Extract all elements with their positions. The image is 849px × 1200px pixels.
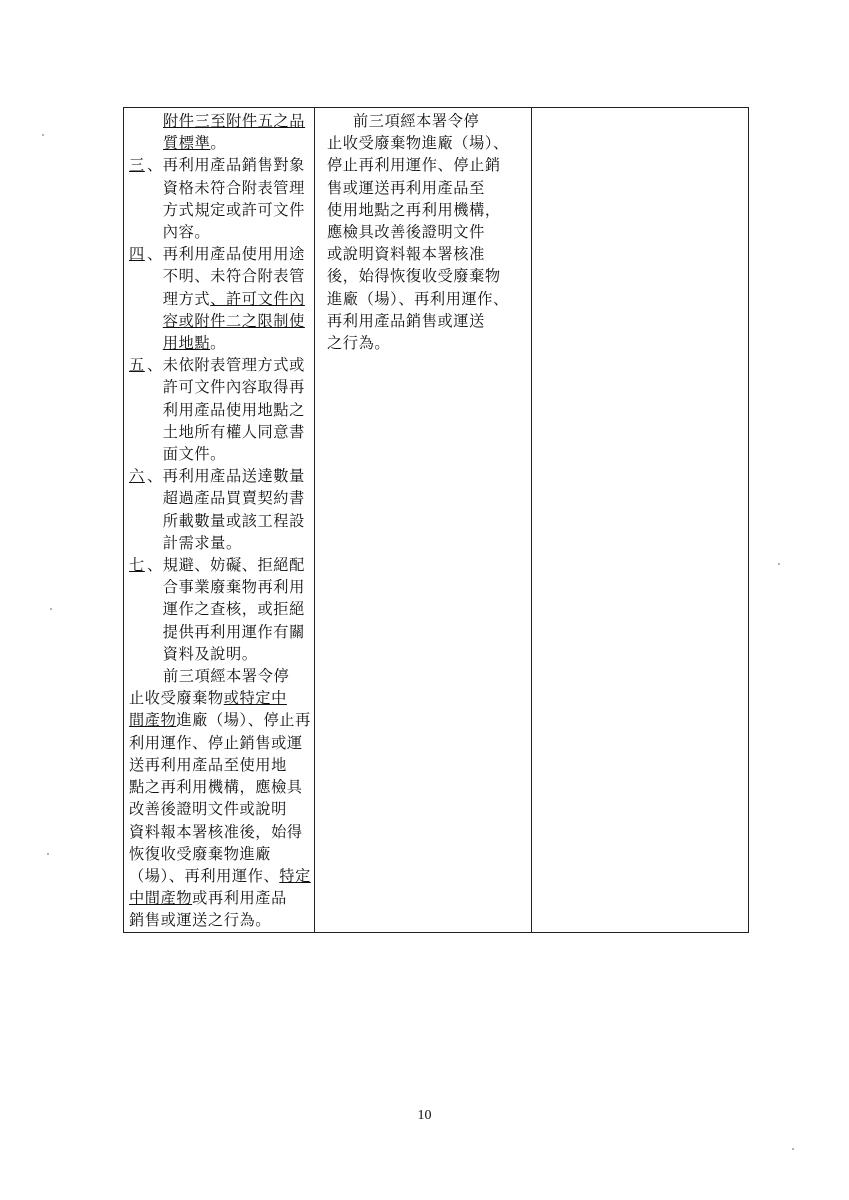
text-line: 使用地點之再利用機構， xyxy=(327,200,501,219)
amended-text: 、許可文件內 xyxy=(210,289,305,308)
scan-speck xyxy=(42,134,44,136)
comparison-table xyxy=(123,107,749,933)
item-number: 四 xyxy=(129,245,145,264)
text-line: 止收受廢棄物進廠（場）、 xyxy=(327,134,509,153)
amended-text: 質標準 xyxy=(163,134,211,153)
item-number: 三 xyxy=(129,156,145,175)
amended-provision-column xyxy=(124,108,315,933)
text-line: 再利用產品銷售或運送 xyxy=(327,311,485,330)
closing-paragraph: 前三項經本署令停 止收受廢棄物或特定中 間產物進廠（場）、停止再 利用運作、停止銷售或運 送再利用產品至使用地 點之再利用機構，應檢具 改善後證明文件或說明 資料報本署核准後，始得 恢復收受廢棄物進廠 （場）、再利用運作、特定 中間產物或再利用產品 銷售或運送之行為。 xyxy=(129,667,311,930)
list-item: 三 、 再利用產品銷售對象 資格未符合附表管理 方式規定或許可文件 內容。 xyxy=(129,156,305,242)
amended-text: 特定 xyxy=(279,866,311,885)
text-line: 應檢具改善後證明文件 xyxy=(327,223,485,242)
text-line xyxy=(129,110,309,132)
scan-speck xyxy=(792,1148,794,1150)
text-line: 或說明資料報本署核准 xyxy=(327,245,485,264)
text-line: 售或運送再利用產品至 xyxy=(327,178,485,197)
scan-speck xyxy=(47,853,49,855)
amended-text: 間產物 xyxy=(129,711,177,730)
text-line: 進廠（場）、再利用運作、 xyxy=(327,289,509,308)
scan-speck xyxy=(50,608,52,610)
list-item: 七 、 規避、妨礙、拒絕配 合事業廢棄物再利用 運作之查核，或拒絕 提供再利用運作有關 資料及說明。 xyxy=(129,556,305,663)
item-number: 五 xyxy=(129,356,145,375)
scan-speck xyxy=(778,563,780,565)
current-provision-column xyxy=(315,108,532,933)
text-line: 前三項經本署令停 xyxy=(353,112,480,130)
amended-text: 中間產物 xyxy=(129,889,193,908)
explanation-column xyxy=(532,108,749,933)
list-item: 四 、 再利用產品使用用途 不明、未符合附表管 理方式、許可文件內 容或附件二之限制使 用地點。 xyxy=(129,245,305,353)
amended-text: 容或附件二之限制使 xyxy=(162,311,305,330)
item-number: 六 xyxy=(129,467,145,486)
page-number: 10 xyxy=(417,1108,432,1123)
item-number: 七 xyxy=(129,556,145,575)
text-line: 後，始得恢復收受廢棄物 xyxy=(327,267,501,286)
text-line: 之行為。 xyxy=(327,334,391,353)
amended-text: 附件三至附件五之品 xyxy=(163,112,306,130)
text-line: 質標準。 xyxy=(163,134,227,153)
list-item: 五 、 未依附表管理方式或 許可文件內容取得再 利用產品使用地點之 土地所有權人同意書 面文件。 xyxy=(129,356,305,464)
amended-text: 或特定中 xyxy=(223,689,287,708)
amended-text: 用地點 xyxy=(162,334,211,353)
text-line: 停止再利用運作、停止銷 xyxy=(327,156,501,175)
list-item: 六 、 再利用產品送達數量 超過產品買賣契約書 所載數量或該工程設 計需求量。 xyxy=(129,467,305,552)
